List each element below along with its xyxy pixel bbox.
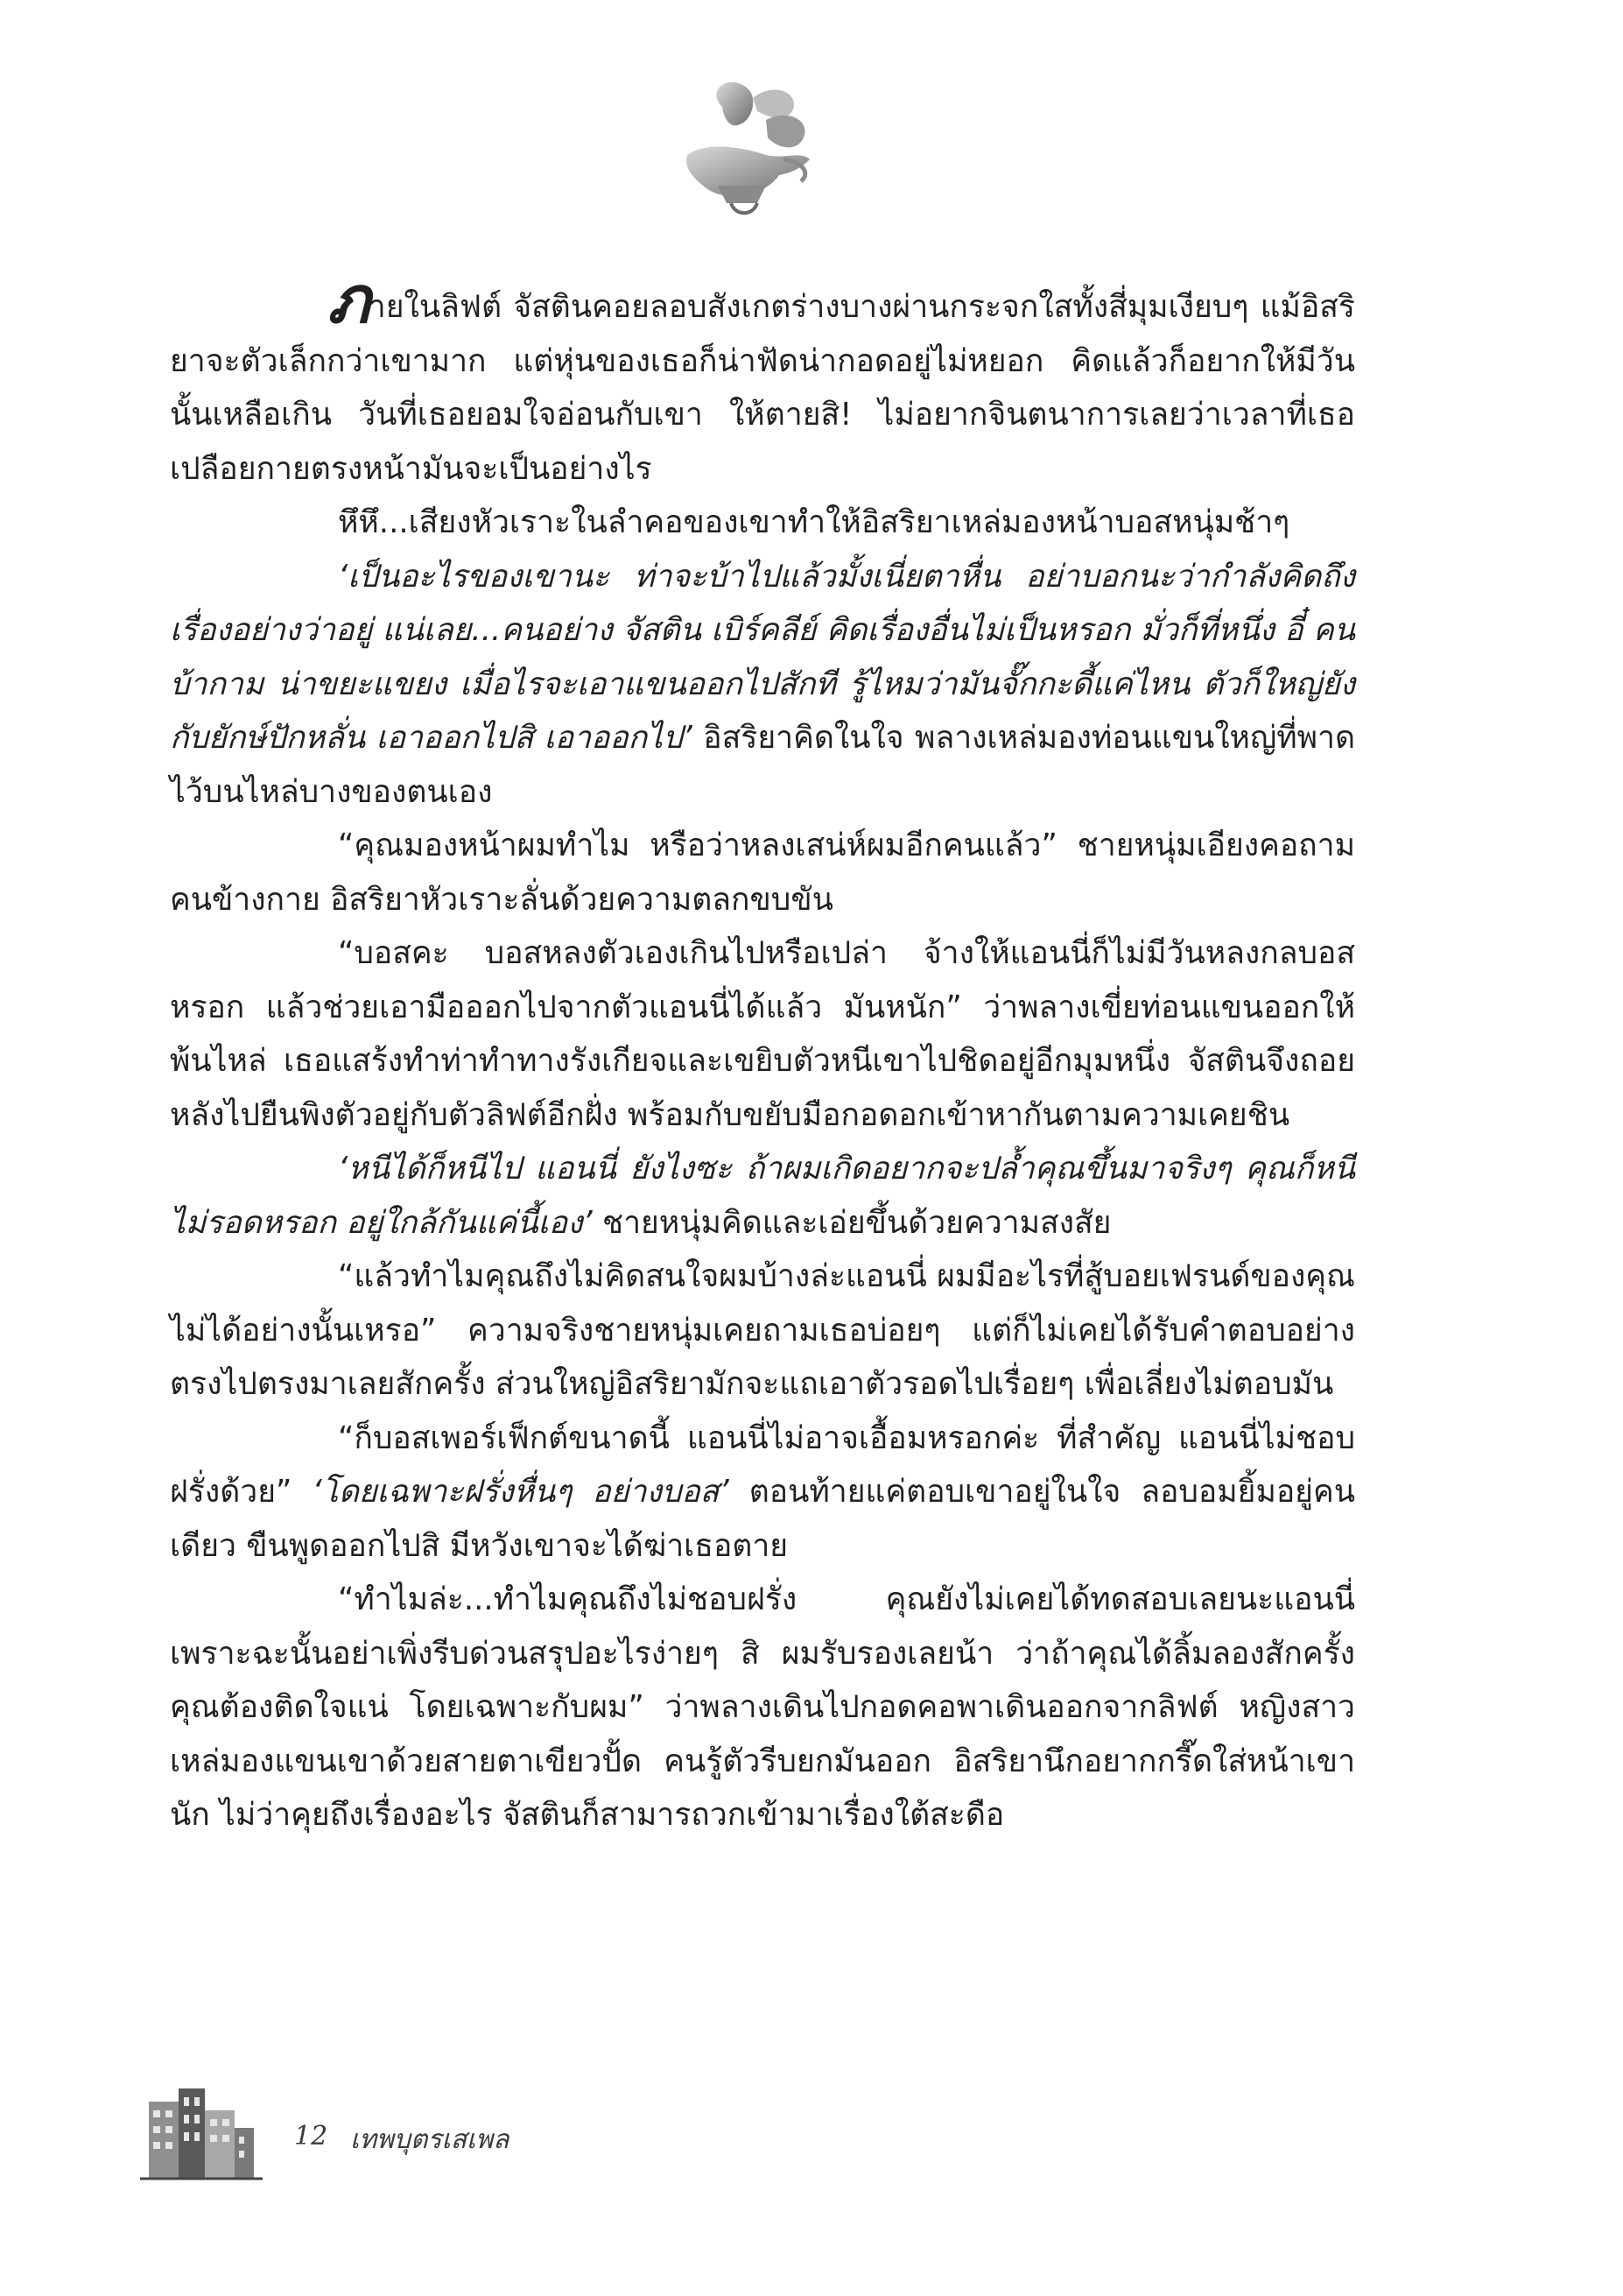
paragraph: ‘เป็นอะไรของเขานะ ท่าจะบ้าไปแล้วมั้งเนี่ยตาหื่น อย่าบอกนะว่ากำลังคิดถึงเรื่องอย่างว่าอยู่ แน่เลย...คนอย่าง จัสติน เบิร์คลีย์ คิดเรื่องอื่นไม่เป็นหรอก มั่วก็ที่หนึ่ง อี๋ คนบ้ากาม น่าขยะแขยง เมื่อไรจะเอาแขนออกไปสักที รู้ไหมว่ามันจั๊กกะดี้แค่ไหน ตัวก็ใหญ่ยังกับยักษ์ปักหลั่น เอาออกไปสิ เอาออกไป’ อิสริยาคิดในใจ พลางเหล่มองท่อนแขนใหญ่ที่พาดไว้บนไหล่บางของตนเอง [170, 558, 1355, 810]
inner-thought: ‘หนีได้ก็หนีไป แอนนี่ ยังไงซะ ถ้าผมเกิดอยากจะปล้ำคุณขึ้นมาจริงๆ คุณก็หนีไม่รอดหรอก อยู่ใกล้กันแค่นี้เอง’ [170, 1151, 1355, 1241]
running-title: เทพบุตรเสเพล [350, 2124, 509, 2155]
paragraph: “บอสคะ บอสหลงตัวเองเกินไปหรือเปล่า จ้างให้แอนนี่ก็ไม่มีวันหลงกลบอสหรอก แล้วช่วยเอามือออกไปจากตัวแอนนี่ได้แล้ว มันหนัก” ว่าพลางเขี่ยท่อนแขนออกให้พ้นไหล่ เธอแสร้งทำท่าทำทางรังเกียจและเขยิบตัวหนีเขาไปชิดอยู่อีกมุมหนึ่ง จัสตินจึงถอยหลังไปยืนพิงตัวอยู่กับตัวลิฟต์อีกฝั่ง พร้อมกับขยับมือกอดอกเข้าหากันตามความเคยชิน [170, 935, 1355, 1133]
paragraph: ‘หนีได้ก็หนีไป แอนนี่ ยังไงซะ ถ้าผมเกิดอยากจะปล้ำคุณขึ้นมาจริงๆ คุณก็หนีไม่รอดหรอก อยู่ใกล้กันแค่นี้เอง’ ชายหนุ่มคิดและเอ่ยขึ้นด้วยความสงสัย [170, 1151, 1355, 1241]
drop-cap: ภ [327, 263, 369, 338]
paragraph: ภายในลิฟต์ จัสตินคอยลอบสังเกตร่างบางผ่านกระจกใสทั้งสี่มุมเงียบๆ แม้อิสริยาจะตัวเล็กกว่าเขามาก แต่หุ่นของเธอก็น่าฟัดน่ากอดอยู่ไม่หยอก คิดแล้วก็อยากให้มีวันนั้นเหลือเกิน วันที่เธอยอมใจอ่อนกับเขา ให้ตายสิ! ไม่อยากจินตนาการเลยว่าเวลาที่เธอเปลือยกายตรงหน้ามันจะเป็นอย่างไร [170, 263, 1355, 487]
body-text [170, 263, 1355, 1842]
page-number: 12 [294, 2121, 328, 2152]
cupid-genie-lamp-icon [670, 72, 819, 229]
paragraph: หึหึ...เสียงหัวเราะในลำคอของเขาทำให้อิสริยาเหล่มองหน้าบอสหนุ่มช้าๆ [338, 504, 1290, 540]
city-buildings-icon [140, 2084, 263, 2182]
paragraph: “แล้วทำไมคุณถึงไม่คิดสนใจผมบ้างล่ะแอนนี่ ผมมีอะไรที่สู้บอยเฟรนด์ของคุณไม่ได้อย่างนั้นเหรอ” ความจริงชายหนุ่มเคยถามเธอบ่อยๆ แต่ก็ไม่เคยได้รับคำตอบอย่างตรงไปตรงมาเลยสักครั้ง ส่วนใหญ่อิสริยามักจะแถเอาตัวรอดไปเรื่อยๆ เพื่อเลี่ยงไม่ตอบมัน [170, 1258, 1355, 1402]
paragraph: “ก็บอสเพอร์เฟ็กต์ขนาดนี้ แอนนี่ไม่อาจเอื้อมหรอกค่ะ ที่สำคัญ แอนนี่ไม่ชอบฝรั่งด้วย” ‘โดยเฉพาะฝรั่งหื่นๆ อย่างบอส’ ตอนท้ายแค่ตอบเขาอยู่ในใจ ลอบอมยิ้มอยู่คนเดียว ขืนพูดออกไปสิ มีหวังเขาจะได้ฆ่าเธอตาย [170, 1419, 1355, 1564]
page-footer [140, 2084, 753, 2189]
inner-thought: ‘เป็นอะไรของเขานะ ท่าจะบ้าไปแล้วมั้งเนี่ยตาหื่น อย่าบอกนะว่ากำลังคิดถึงเรื่องอย่างว่าอยู่ แน่เลย...คนอย่าง จัสติน เบิร์คลีย์ คิดเรื่องอื่นไม่เป็นหรอก มั่วก็ที่หนึ่ง อี๋ คนบ้ากาม น่าขยะแขยง เมื่อไรจะเอาแขนออกไปสักที รู้ไหมว่ามันจั๊กกะดี้แค่ไหน ตัวก็ใหญ่ยังกับยักษ์ปักหลั่น เอาออกไปสิ เอาออกไป’ [170, 558, 1355, 756]
paragraph: “คุณมองหน้าผมทำไม หรือว่าหลงเสน่ห์ผมอีกคนแล้ว” ชายหนุ่มเอียงคอถามคนข้างกาย อิสริยาหัวเราะลั่นด้วยความตลกขบขัน [170, 828, 1355, 918]
paragraph: “ทำไมล่ะ...ทำไมคุณถึงไม่ชอบฝรั่ง คุณยังไม่เคยได้ทดสอบเลยนะแอนนี่ เพราะฉะนั้นอย่าเพิ่งรีบด่วนสรุปอะไรง่ายๆ สิ ผมรับรองเลยน้า ว่าถ้าคุณได้ลิ้มลองสักครั้ง คุณต้องติดใจแน่ โดยเฉพาะกับผม” ว่าพลางเดินไปกอดคอพาเดินออกจากลิฟต์ หญิงสาวเหล่มองแขนเขาด้วยสายตาเขียวปั้ด คนรู้ตัวรีบยกมันออก อิสริยานึกอยากกรี๊ดใส่หน้าเขานัก ไม่ว่าคุยถึงเรื่องอะไร จัสตินก็สามารถวกเข้ามาเรื่องใต้สะดือ [170, 1581, 1355, 1833]
inner-thought: ‘โดยเฉพาะฝรั่งหื่นๆ อย่างบอส’ [292, 1474, 729, 1510]
